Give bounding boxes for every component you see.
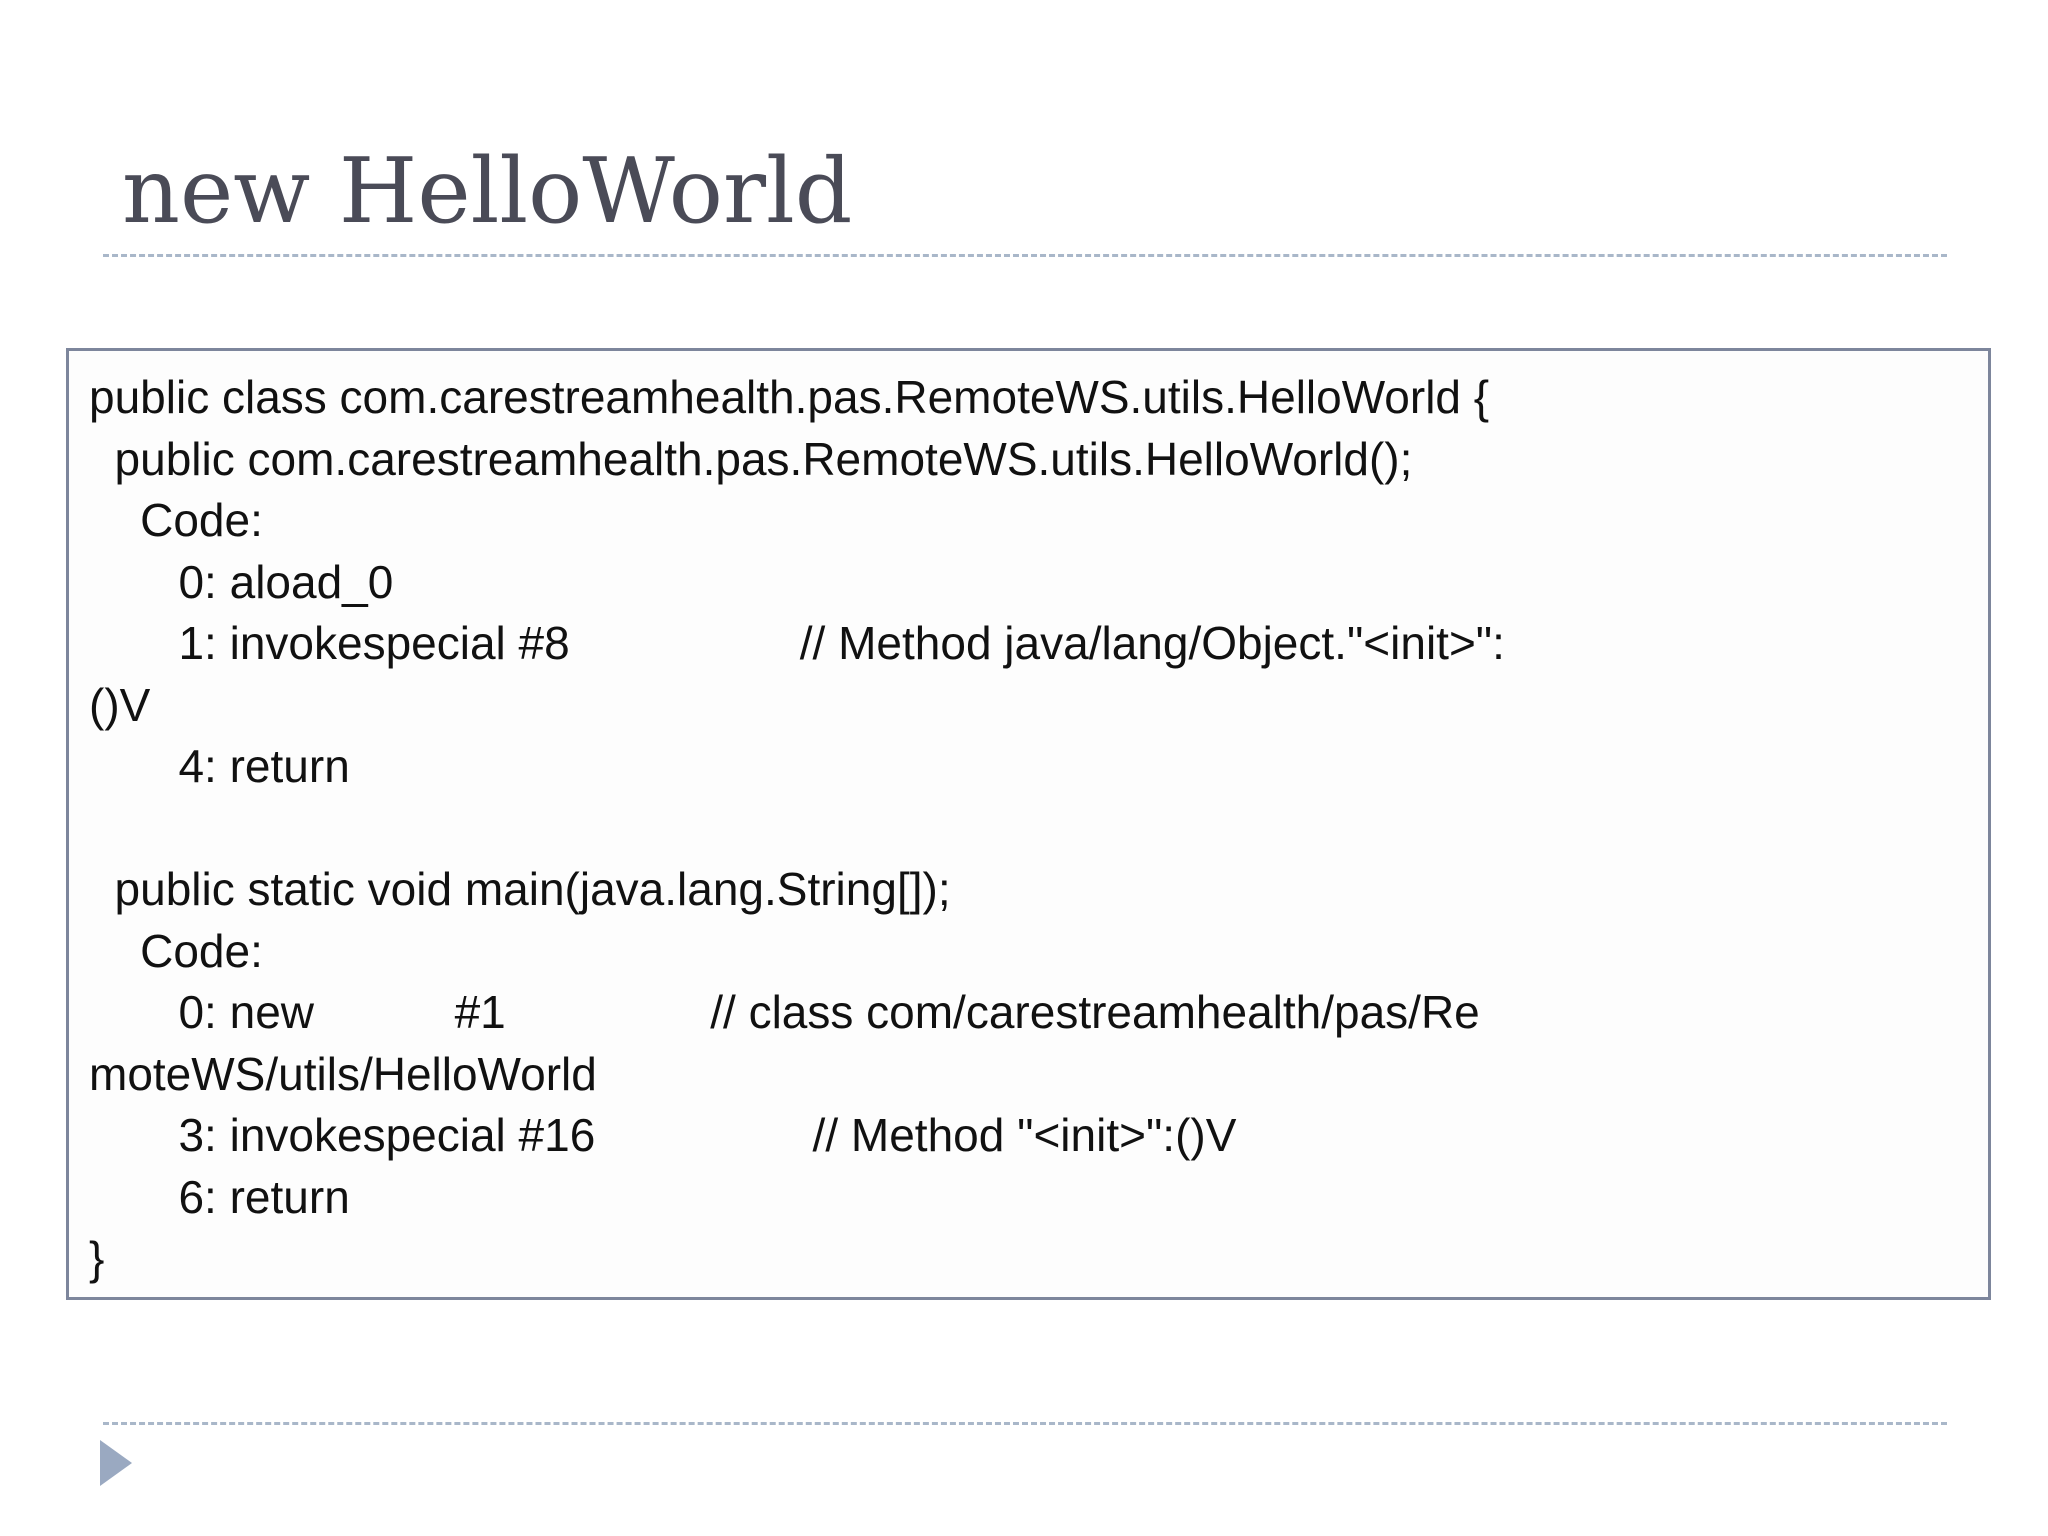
code-line: 4: return bbox=[89, 740, 350, 792]
code-block bbox=[66, 348, 1991, 1300]
code-line: 0: new #1 // class com/carestreamhealth/pas/Re bbox=[89, 986, 1480, 1038]
code-line: Code: bbox=[89, 494, 263, 546]
code-line: moteWS/utils/HelloWorld bbox=[89, 1047, 597, 1100]
code-line: 6: return bbox=[89, 1170, 350, 1223]
triangle-right-icon bbox=[100, 1440, 132, 1486]
code-line: 3: invokespecial #16 // Method "<init>":()V bbox=[89, 1109, 1237, 1161]
footer-divider bbox=[103, 1422, 1947, 1425]
title-divider bbox=[103, 254, 1947, 257]
code-line: public static void main(java.lang.String[]); bbox=[89, 863, 951, 915]
code-line: ()V bbox=[89, 678, 151, 731]
code-line: 0: aload_0 bbox=[89, 555, 394, 608]
code-line: } bbox=[89, 1232, 105, 1284]
code-line: Code: bbox=[89, 924, 263, 977]
code-line-blank bbox=[89, 798, 1988, 860]
code-line: public com.carestreamhealth.pas.RemoteWS.utils.HelloWorld(); bbox=[89, 432, 1413, 485]
code-line: public class com.carestreamhealth.pas.RemoteWS.utils.HelloWorld { bbox=[89, 371, 1490, 423]
code-line: 1: invokespecial #8 // Method java/lang/Object."<init>": bbox=[89, 617, 1505, 669]
slide-title: new HelloWorld bbox=[122, 139, 853, 244]
